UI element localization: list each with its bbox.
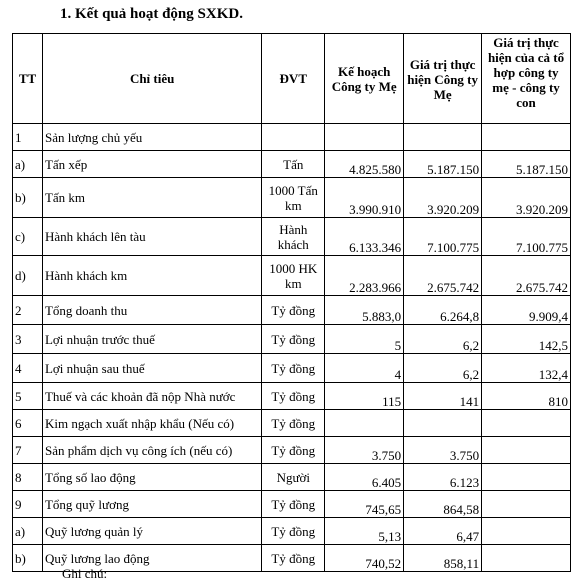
row-chi-tieu: Thuế và các khoản đã nộp Nhà nước	[42, 383, 261, 410]
row-tt: 8	[13, 464, 43, 491]
row-tt: b)	[13, 178, 43, 218]
row-gtth-me: 6,47	[404, 518, 482, 545]
row-gtth-me: 6.123	[404, 464, 482, 491]
table-row	[13, 178, 571, 218]
row-dvt: Tấn	[262, 151, 325, 178]
row-gtth-to-hop: 5.187.150	[482, 151, 571, 178]
row-gtth-to-hop: 810	[482, 383, 571, 410]
row-ke-hoach: 6.133.346	[325, 218, 404, 256]
row-gtth-to-hop: 9.909,4	[482, 296, 571, 325]
row-dvt	[262, 124, 325, 151]
row-dvt: 1000 HK km	[262, 256, 325, 296]
row-ke-hoach: 6.405	[325, 464, 404, 491]
header-gtth-cong-ty-me: Giá trị thực hiện Công ty Mẹ	[404, 34, 482, 124]
row-chi-tieu: Tấn km	[42, 178, 261, 218]
table-row	[13, 218, 571, 256]
row-tt: a)	[13, 151, 43, 178]
row-dvt: Tỷ đồng	[262, 410, 325, 437]
table-row	[13, 464, 571, 491]
table-row	[13, 151, 571, 178]
row-chi-tieu: Kim ngạch xuất nhập khẩu (Nếu có)	[42, 410, 261, 437]
row-gtth-me: 6,2	[404, 354, 482, 383]
row-ke-hoach: 740,52	[325, 545, 404, 572]
row-gtth-to-hop: 7.100.775	[482, 218, 571, 256]
header-chi-tieu: Chỉ tiêu	[42, 34, 261, 124]
row-dvt: Người	[262, 464, 325, 491]
table-row	[13, 325, 571, 354]
row-ke-hoach: 5.883,0	[325, 296, 404, 325]
table-row	[13, 124, 571, 151]
row-tt: a)	[13, 518, 43, 545]
row-gtth-me	[404, 124, 482, 151]
row-gtth-to-hop	[482, 464, 571, 491]
row-gtth-to-hop	[482, 545, 571, 572]
row-dvt: Tỷ đồng	[262, 383, 325, 410]
header-tt: TT	[13, 34, 43, 124]
row-tt: 4	[13, 354, 43, 383]
row-gtth-to-hop: 2.675.742	[482, 256, 571, 296]
row-gtth-me: 6,2	[404, 325, 482, 354]
row-chi-tieu: Tổng quỹ lương	[42, 491, 261, 518]
row-ke-hoach: 3.990.910	[325, 178, 404, 218]
row-chi-tieu: Tổng doanh thu	[42, 296, 261, 325]
row-ke-hoach: 3.750	[325, 437, 404, 464]
header-ke-hoach: Kế hoạch Công ty Mẹ	[325, 34, 404, 124]
row-gtth-to-hop: 3.920.209	[482, 178, 571, 218]
table-row	[13, 410, 571, 437]
table-row	[13, 383, 571, 410]
row-gtth-to-hop: 132,4	[482, 354, 571, 383]
row-chi-tieu: Tấn xếp	[42, 151, 261, 178]
row-chi-tieu: Lợi nhuận trước thuế	[42, 325, 261, 354]
row-ke-hoach: 2.283.966	[325, 256, 404, 296]
row-chi-tieu: Quỹ lương quản lý	[42, 518, 261, 545]
row-gtth-me: 6.264,8	[404, 296, 482, 325]
row-dvt: Tỷ đồng	[262, 518, 325, 545]
row-tt: 6	[13, 410, 43, 437]
row-gtth-me	[404, 410, 482, 437]
row-dvt: Tỷ đồng	[262, 354, 325, 383]
row-chi-tieu: Tổng số lao động	[42, 464, 261, 491]
section-heading: 1. Kết quả hoạt động SXKD.	[60, 6, 243, 22]
row-chi-tieu: Lợi nhuận sau thuế	[42, 354, 261, 383]
row-ke-hoach: 5	[325, 325, 404, 354]
row-gtth-me: 2.675.742	[404, 256, 482, 296]
row-gtth-to-hop	[482, 437, 571, 464]
row-gtth-to-hop: 142,5	[482, 325, 571, 354]
row-dvt: Hành khách	[262, 218, 325, 256]
row-dvt: Tỷ đồng	[262, 437, 325, 464]
table-row	[13, 491, 571, 518]
row-ke-hoach: 745,65	[325, 491, 404, 518]
row-gtth-me: 864,58	[404, 491, 482, 518]
row-tt: 3	[13, 325, 43, 354]
table-row	[13, 437, 571, 464]
row-gtth-me: 141	[404, 383, 482, 410]
row-gtth-to-hop	[482, 491, 571, 518]
row-dvt: Tỷ đồng	[262, 491, 325, 518]
row-tt: 5	[13, 383, 43, 410]
table-row	[13, 354, 571, 383]
results-table	[12, 33, 571, 572]
row-tt: c)	[13, 218, 43, 256]
row-dvt: Tỷ đồng	[262, 545, 325, 572]
row-chi-tieu: Sản phẩm dịch vụ công ích (nếu có)	[42, 437, 261, 464]
row-gtth-me: 858,11	[404, 545, 482, 572]
row-gtth-me: 3.750	[404, 437, 482, 464]
row-gtth-me: 7.100.775	[404, 218, 482, 256]
row-tt: 7	[13, 437, 43, 464]
row-chi-tieu: Quỹ lương lao động	[42, 545, 261, 572]
row-tt: 1	[13, 124, 43, 151]
footnote: Ghi chú:	[62, 566, 108, 581]
table-header-row	[13, 34, 571, 124]
row-gtth-to-hop	[482, 124, 571, 151]
header-gtth-to-hop: Giá trị thực hiện của cả tổ hợp công ty mẹ - công ty con	[482, 34, 571, 124]
row-dvt: 1000 Tấn km	[262, 178, 325, 218]
row-ke-hoach: 5,13	[325, 518, 404, 545]
row-tt: 9	[13, 491, 43, 518]
row-tt: b)	[13, 545, 43, 572]
row-gtth-to-hop	[482, 410, 571, 437]
row-gtth-to-hop	[482, 518, 571, 545]
row-tt: d)	[13, 256, 43, 296]
row-dvt: Tỷ đồng	[262, 325, 325, 354]
row-dvt: Tỷ đồng	[262, 296, 325, 325]
row-chi-tieu: Hành khách km	[42, 256, 261, 296]
row-ke-hoach: 4	[325, 354, 404, 383]
row-ke-hoach	[325, 124, 404, 151]
row-chi-tieu: Sản lượng chủ yếu	[42, 124, 261, 151]
table-row	[13, 296, 571, 325]
table-row	[13, 518, 571, 545]
row-gtth-me: 3.920.209	[404, 178, 482, 218]
row-ke-hoach: 4.825.580	[325, 151, 404, 178]
header-dvt: ĐVT	[262, 34, 325, 124]
row-ke-hoach	[325, 410, 404, 437]
row-ke-hoach: 115	[325, 383, 404, 410]
row-tt: 2	[13, 296, 43, 325]
row-chi-tieu: Hành khách lên tàu	[42, 218, 261, 256]
row-gtth-me: 5.187.150	[404, 151, 482, 178]
table-row	[13, 256, 571, 296]
